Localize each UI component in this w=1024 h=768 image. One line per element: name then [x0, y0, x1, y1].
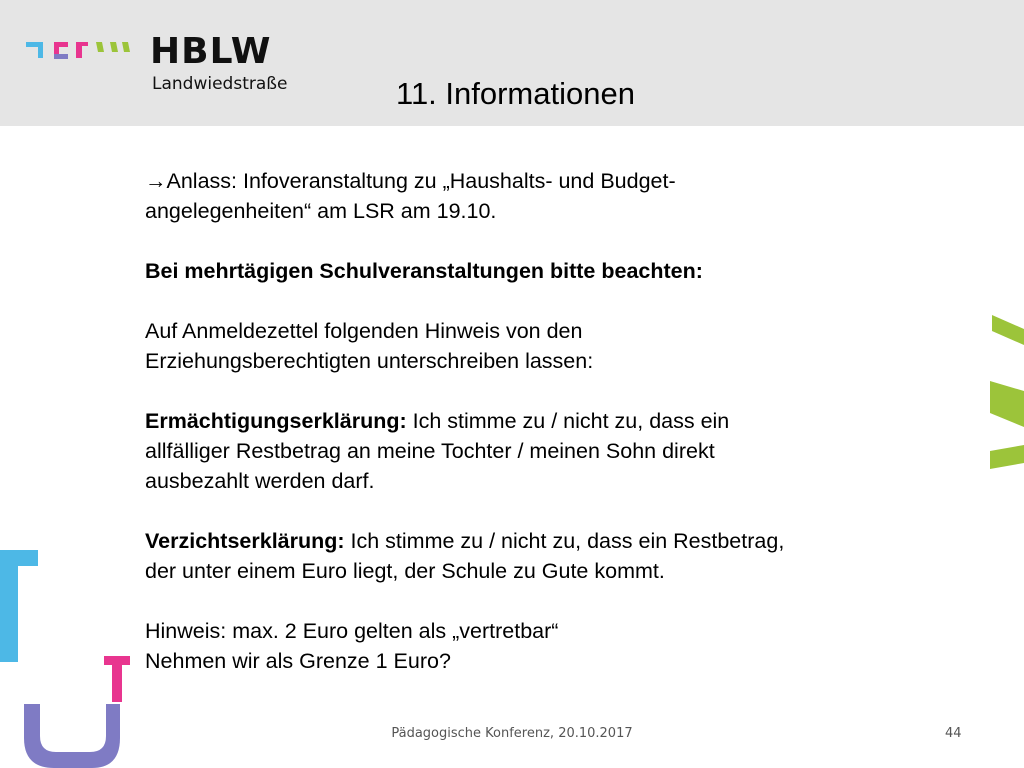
- footer-caption: Pädagogische Konferenz, 20.10.2017: [391, 726, 633, 741]
- verzicht-label: Verzichtserklärung:: [145, 529, 345, 553]
- ermaechtigung-label: Ermächtigungserklärung:: [145, 409, 407, 433]
- hinweis-line-1: Hinweis: max. 2 Euro gelten als „vertretbar“: [145, 619, 559, 643]
- verzicht-line-2: der unter einem Euro liegt, der Schule zu Gute kommt.: [145, 559, 665, 583]
- anlass-line-1: Anlass: Infoveranstaltung zu „Haushalts- und Budget-: [166, 169, 676, 193]
- notice-heading: Bei mehrtägigen Schulveranstaltungen bitte beachten:: [145, 259, 703, 283]
- decorative-shapes-right-icon: [988, 315, 1024, 475]
- page-number: 44: [945, 726, 962, 741]
- anlass-line-2: angelegenheiten“ am LSR am 19.10.: [145, 199, 497, 223]
- hinweis-line-2: Nehmen wir als Grenze 1 Euro?: [145, 649, 451, 673]
- ermaechtigung-line-2: allfälliger Restbetrag an meine Tochter / meinen Sohn direkt: [145, 439, 715, 463]
- ermaechtigung-line-3: ausbezahlt werden darf.: [145, 469, 375, 493]
- ermaechtigung-text-1: Ich stimme zu / nicht zu, dass ein: [406, 409, 730, 433]
- anmelde-line-2: Erziehungsberechtigten unterschreiben lassen:: [145, 349, 594, 373]
- slide-body: [145, 166, 945, 676]
- notice-paragraph: [145, 256, 945, 286]
- anlass-paragraph: [145, 166, 945, 226]
- logo-wordmark: HBLW: [150, 31, 272, 72]
- logo-subtitle: Landwiedstraße: [152, 74, 288, 94]
- header-bar: [0, 0, 1024, 126]
- arrow-icon: →: [145, 169, 167, 193]
- verzicht-text-1: Ich stimme zu / nicht zu, dass ein Restbetrag,: [344, 529, 785, 553]
- anmelde-line-1: Auf Anmeldezettel folgenden Hinweis von den: [145, 319, 583, 343]
- verzicht-paragraph: [145, 526, 945, 586]
- anmelde-paragraph: [145, 316, 945, 376]
- slide-title: 11. Informationen: [396, 76, 635, 111]
- logo-mark-icon: [24, 40, 134, 64]
- hinweis-paragraph: [145, 616, 945, 676]
- ermaechtigung-paragraph: [145, 406, 945, 496]
